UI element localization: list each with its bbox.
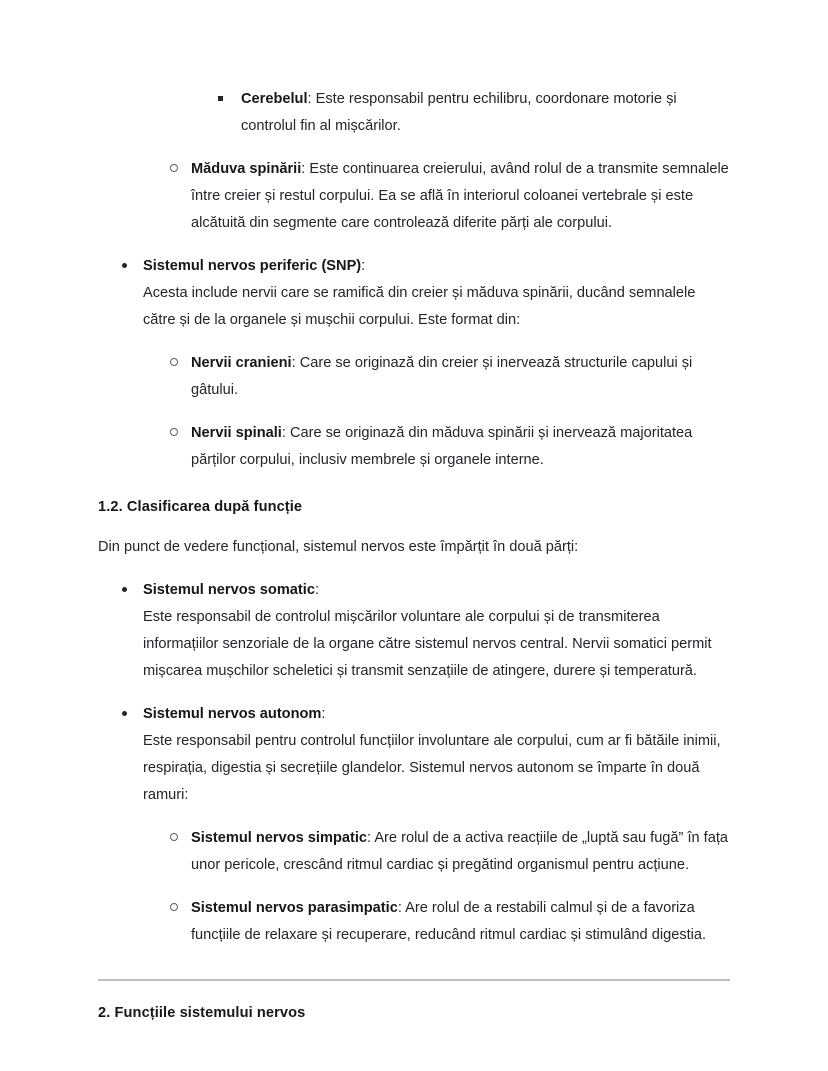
section-heading: 1.2. Clasificarea după funcție	[98, 499, 303, 515]
spacer	[98, 521, 730, 534]
spacer	[98, 879, 730, 895]
list-item-separator: :	[321, 706, 326, 722]
list-item-text	[191, 156, 730, 237]
list-item-text	[241, 86, 730, 140]
list-item-description: Care se originază din creier și inervează structurile capului și gâtului.	[191, 355, 693, 398]
list-item-separator: :	[361, 258, 366, 274]
list-item-text	[191, 825, 730, 879]
list-item	[98, 701, 730, 809]
list-item-label: Sistemul nervos autonom	[143, 706, 322, 722]
spacer	[98, 237, 730, 253]
circle-outline-bullet-icon	[170, 825, 184, 852]
list-item-label: Sistemul nervos simpatic	[191, 830, 368, 846]
list-item-text	[143, 253, 730, 334]
spacer	[98, 981, 730, 1000]
document-body	[98, 86, 730, 1027]
circle-outline-bullet-icon	[170, 895, 184, 922]
circle-outline-bullet-icon	[170, 156, 184, 183]
spacer	[98, 140, 730, 156]
circle-outline-bullet-icon	[170, 420, 184, 447]
list-item-label: Sistemul nervos periferic (SNP)	[143, 258, 362, 274]
round-bullet-icon	[122, 253, 136, 280]
round-bullet-icon	[122, 577, 136, 604]
list-item	[98, 86, 730, 140]
list-item-label: Nervii cranieni	[191, 355, 292, 371]
square-bullet-icon	[218, 86, 232, 113]
spacer	[98, 404, 730, 420]
list-item-description: Este responsabil pentru echilibru, coordonare motorie și controlul fin al mișcărilor.	[241, 91, 677, 134]
spacer	[98, 561, 730, 577]
list-item-text	[143, 577, 730, 685]
list-item-label: Cerebelul	[241, 91, 308, 107]
list-item	[98, 420, 730, 474]
round-bullet-icon	[122, 701, 136, 728]
list-item-label: Nervii spinali	[191, 425, 282, 441]
list-item-separator: :	[301, 161, 310, 177]
spacer	[98, 809, 730, 825]
spacer	[98, 949, 730, 979]
list-item-separator: :	[291, 355, 300, 371]
spacer	[98, 334, 730, 350]
list-item-description: Este responsabil de controlul mișcărilor voluntare ale corpului și de transmiterea informațiilor senzoriale de la organe către sistemul nervos central. Nervii somatici permit mișcarea mușchilor scheletici și transmit senzațiile de atingere, durere și temperatură.	[143, 609, 712, 679]
spacer	[98, 474, 730, 494]
list-item-label: Măduva spinării	[191, 161, 302, 177]
list-item-text	[191, 895, 730, 949]
circle-outline-bullet-icon	[170, 350, 184, 377]
list-item	[98, 253, 730, 334]
list-item-separator: :	[314, 582, 320, 598]
list-item-text	[191, 420, 730, 474]
list-item	[98, 577, 730, 685]
list-item	[98, 825, 730, 879]
list-item-label: Sistemul nervos somatic	[143, 582, 315, 598]
list-item-separator: :	[397, 900, 406, 916]
list-item	[98, 350, 730, 404]
spacer	[98, 685, 730, 701]
list-item-text	[143, 701, 730, 809]
list-item-description: Are rolul de a activa reacțiile de „luptă sau fugă” în fața unor pericole, crescând ritmul cardiac și pregătind organismul pentru acțiune.	[191, 830, 729, 873]
list-item-description: Are rolul de a restabili calmul și de a favoriza funcțiile de relaxare și recuperare, reducând ritmul cardiac și stimulând digestia.	[191, 900, 707, 943]
list-item-separator: :	[307, 91, 316, 107]
list-item-description: Este responsabil pentru controlul funcțiilor involuntare ale corpului, cum ar fi bătăile inimii, respirația, digestia și secrețiile glandelor. Sistemul nervos autonom se împarte în două ramuri:	[143, 733, 721, 803]
list-item	[98, 156, 730, 237]
paragraph: Din punct de vedere funcțional, sistemul nervos este împărțit în două părți:	[98, 539, 579, 555]
list-item-text	[191, 350, 730, 404]
list-item-separator: :	[367, 830, 375, 846]
list-item-description: Acesta include nervii care se ramifică din creier și măduva spinării, ducând semnalele către și de la organele și mușchii corpului. Este format din:	[143, 285, 696, 328]
list-item-label: Sistemul nervos parasimpatic	[191, 900, 398, 916]
list-item-description: Este continuarea creierului, având rolul de a transmite semnalele între creier și restul corpului. Ea se află în interiorul coloanei vertebrale și este alcătuită din segmente care controlează diferite părți ale corpului.	[191, 161, 729, 231]
list-item-separator: :	[281, 425, 290, 441]
list-item-description: Care se originază din măduva spinării și inervează majoritatea părților corpului, inclusiv membrele și organele interne.	[191, 425, 693, 468]
section-heading: 2. Funcțiile sistemului nervos	[98, 1005, 306, 1021]
list-item	[98, 895, 730, 949]
